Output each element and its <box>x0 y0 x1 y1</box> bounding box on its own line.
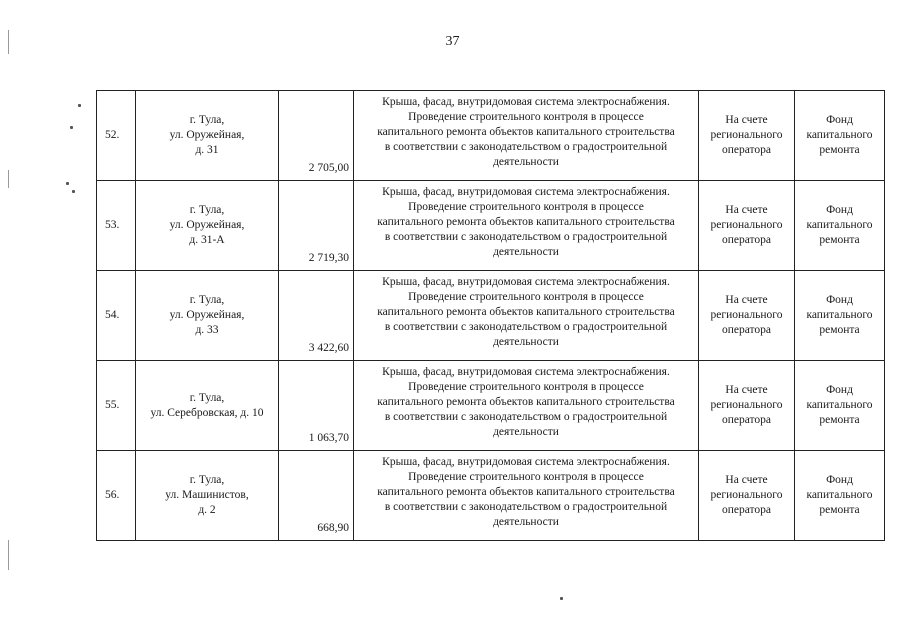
address-line: г. Тула, <box>189 114 225 126</box>
fund-line: капитального <box>806 399 873 411</box>
account-line: На счете <box>725 294 768 306</box>
address-line: ул. Машинистов, <box>165 489 249 501</box>
work-line: Крыша, фасад, внутридомовая система электроснабжения. <box>382 186 670 198</box>
scan-edge-line <box>8 170 9 188</box>
work-line: капитального ремонта объектов капитального строительства <box>377 306 675 318</box>
address-line: д. 31 <box>195 144 219 156</box>
row-number-cell: 53. <box>97 181 136 271</box>
fund-line: капитального <box>806 489 873 501</box>
address-line: д. 33 <box>195 324 219 336</box>
work-line: капитального ремонта объектов капитального строительства <box>377 216 675 228</box>
account-line: регионального <box>710 219 783 231</box>
address-line: ул. Серебровская, д. 10 <box>150 406 264 419</box>
work-description-cell <box>354 91 699 181</box>
account-line: На счете <box>725 204 768 216</box>
fund-line: Фонд <box>826 384 853 396</box>
fund-line: Фонд <box>826 294 853 306</box>
work-line: Проведение строительного контроля в процессе <box>408 201 644 213</box>
account-line: оператора <box>721 234 772 246</box>
table-row <box>97 271 885 361</box>
scan-edge-line <box>8 30 9 54</box>
work-line: в соответствии с законодательством о градостроительной <box>384 141 668 153</box>
amount-cell: 2 705,00 <box>279 91 354 181</box>
fund-line: ремонта <box>819 414 860 426</box>
table-row <box>97 91 885 181</box>
scan-speck <box>70 126 73 129</box>
address-line: г. Тула, <box>189 474 225 486</box>
work-line: в соответствии с законодательством о градостроительной <box>384 501 668 513</box>
row-number-cell: 55. <box>97 361 136 451</box>
fund-line: Фонд <box>826 114 853 126</box>
address-line: г. Тула, <box>189 294 225 306</box>
amount-cell: 2 719,30 <box>279 181 354 271</box>
table-row <box>97 181 885 271</box>
scan-speck <box>66 182 69 185</box>
scan-speck <box>560 597 563 600</box>
account-line: регионального <box>710 309 783 321</box>
address-cell <box>136 451 279 541</box>
address-line: ул. Оружейная, <box>169 309 245 321</box>
fund-line: ремонта <box>819 504 860 516</box>
work-line: капитального ремонта объектов капитального строительства <box>377 396 675 408</box>
work-description-cell <box>354 361 699 451</box>
row-number-cell: 52. <box>97 91 136 181</box>
work-line: деятельности <box>493 516 559 528</box>
work-line: деятельности <box>493 336 559 348</box>
scan-speck <box>78 104 81 107</box>
page-number: 37 <box>445 34 460 49</box>
account-line: регионального <box>710 399 783 411</box>
repair-schedule-table <box>96 90 885 541</box>
address-cell <box>136 181 279 271</box>
work-line: Крыша, фасад, внутридомовая система электроснабжения. <box>382 276 670 288</box>
work-line: Проведение строительного контроля в процессе <box>408 381 644 393</box>
scan-edge-line <box>8 540 9 570</box>
work-line: Проведение строительного контроля в процессе <box>408 111 644 123</box>
table-body <box>97 91 885 541</box>
address-cell <box>136 361 279 451</box>
fund-line: капитального <box>806 219 873 231</box>
account-line: На счете <box>725 384 768 396</box>
account-line: На счете <box>725 474 768 486</box>
work-line: Проведение строительного контроля в процессе <box>408 291 644 303</box>
work-description-cell <box>354 181 699 271</box>
fund-line: ремонта <box>819 324 860 336</box>
fund-line: ремонта <box>819 144 860 156</box>
address-line: д. 2 <box>198 504 216 516</box>
account-line: регионального <box>710 489 783 501</box>
work-line: в соответствии с законодательством о градостроительной <box>384 231 668 243</box>
table-row <box>97 451 885 541</box>
account-cell <box>699 181 795 271</box>
fund-cell <box>795 271 885 361</box>
scan-speck <box>72 190 75 193</box>
table-row <box>97 361 885 451</box>
work-line: капитального ремонта объектов капитального строительства <box>377 486 675 498</box>
work-description-cell <box>354 271 699 361</box>
work-line: деятельности <box>493 246 559 258</box>
fund-cell <box>795 361 885 451</box>
account-line: оператора <box>721 324 772 336</box>
fund-cell <box>795 181 885 271</box>
work-line: деятельности <box>493 156 559 168</box>
row-number-cell: 54. <box>97 271 136 361</box>
amount-cell: 1 063,70 <box>279 361 354 451</box>
fund-cell <box>795 91 885 181</box>
address-line: д. 31-А <box>189 234 225 246</box>
fund-line: Фонд <box>826 204 853 216</box>
work-line: в соответствии с законодательством о градостроительной <box>384 411 668 423</box>
fund-line: капитального <box>806 129 873 141</box>
fund-line: ремонта <box>819 234 860 246</box>
work-line: Крыша, фасад, внутридомовая система электроснабжения. <box>382 456 670 468</box>
work-line: деятельности <box>493 426 559 438</box>
work-description-cell <box>354 451 699 541</box>
address-cell <box>136 271 279 361</box>
fund-cell <box>795 451 885 541</box>
address-cell <box>136 91 279 181</box>
address-line: г. Тула, <box>189 204 225 216</box>
work-line: Крыша, фасад, внутридомовая система электроснабжения. <box>382 366 670 378</box>
work-line: Крыша, фасад, внутридомовая система электроснабжения. <box>382 96 670 108</box>
address-line: г. Тула, <box>189 391 225 404</box>
fund-line: Фонд <box>826 474 853 486</box>
work-line: капитального ремонта объектов капитального строительства <box>377 126 675 138</box>
row-number-cell: 56. <box>97 451 136 541</box>
address-line: ул. Оружейная, <box>169 129 245 141</box>
amount-cell: 668,90 <box>279 451 354 541</box>
fund-line: капитального <box>806 309 873 321</box>
account-line: На счете <box>725 114 768 126</box>
address-line: ул. Оружейная, <box>169 219 245 231</box>
account-line: оператора <box>721 144 772 156</box>
work-line: Проведение строительного контроля в процессе <box>408 471 644 483</box>
work-line: в соответствии с законодательством о градостроительной <box>384 321 668 333</box>
account-cell <box>699 361 795 451</box>
account-cell <box>699 91 795 181</box>
amount-cell: 3 422,60 <box>279 271 354 361</box>
account-cell <box>699 451 795 541</box>
account-line: оператора <box>721 504 772 516</box>
account-line: регионального <box>710 129 783 141</box>
account-line: оператора <box>721 414 772 426</box>
account-cell <box>699 271 795 361</box>
